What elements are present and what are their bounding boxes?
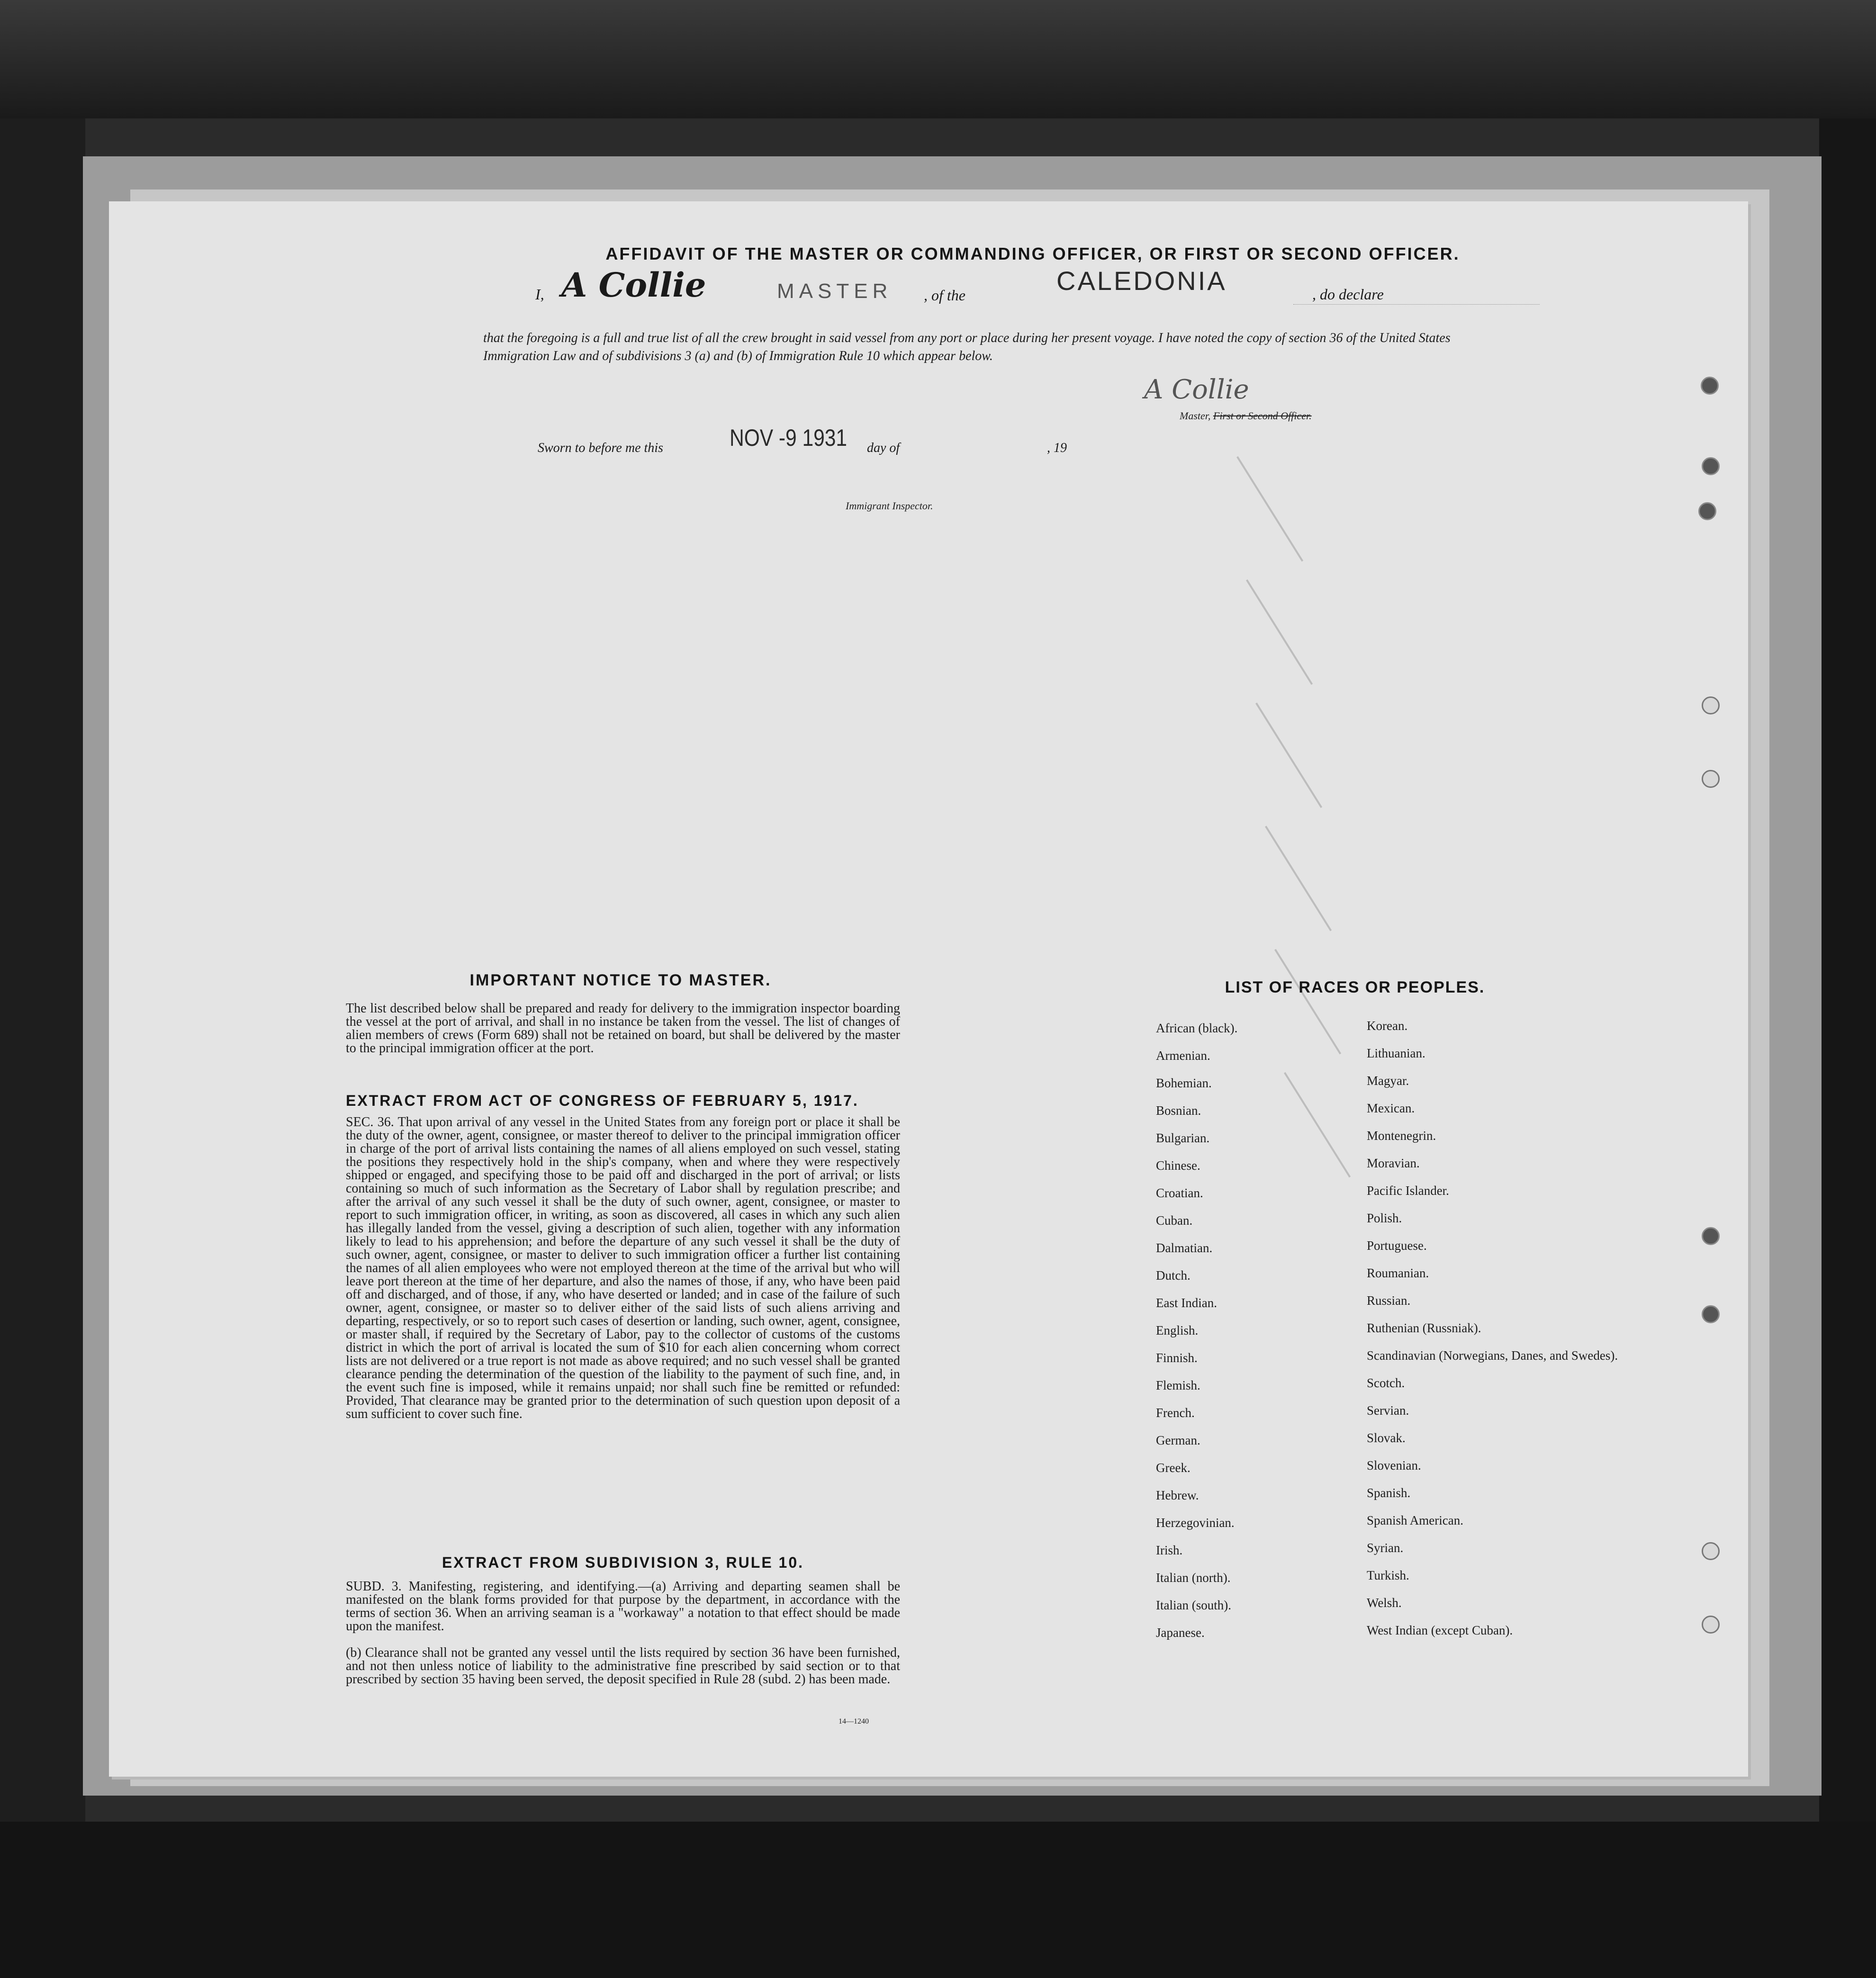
- race-item: East Indian.: [1156, 1296, 1217, 1310]
- race-item: Greek.: [1156, 1461, 1191, 1475]
- race-item: Mexican.: [1367, 1101, 1415, 1115]
- race-item: Portuguese.: [1367, 1238, 1427, 1253]
- race-item: Cuban.: [1156, 1213, 1193, 1228]
- punch-hole: [1702, 1542, 1720, 1560]
- extract-act-text: SEC. 36. That upon arrival of any vessel in the United States from any foreign port or place it shall be the duty of the owner, agent, consignee, or master thereof to deliver to the principal immigration officer in charge of the port of arrival lists containing the names of all aliens employed on such vessel, stating the positions they respectively hold in the ship's company, when and where they were respectively shipped or engaged, and specifying those to be paid off and discharged in the port of arrival; or lists containing so much of such information as the Secretary of Labor shall by regulation prescribe; and after the arrival of any such vessel it shall be the duty of such owner, agent, consignee, or master to report to such immigration officer, in writing, as soon as discovered, all cases in which any such alien has illegally landed from the vessel, giving a description of such alien, together with any information likely to lead to his apprehension; and before the departure of any such vessel it shall be the duty of such owner, agent, consignee, or master to deliver to such immigration officer a further list containing the names of all alien employees who were not employed thereon at the time of the arrival but who will leave port thereon at the time of her departure, and also the names of those, if any, who have been paid off and discharged, and of those, if any, who have deserted or landed; and in case of the failure of such owner, agent, consignee, or master so to deliver either of the said lists of such aliens arriving and departing, respectively, or so to report such cases of desertion or landing, such owner, agent, consignee, or master shall, if required by the Secretary of Labor, pay to the collector of customs of the customs district in which the port of arrival is located the sum of $10 for each alien concerning whom correct lists are not delivered or a true report is not made as above required; and no such vessel shall be granted clearance pending the determination of the question of the liability to the payment of such fine, and, in the event such fine is imposed, while it remains unpaid; nor shall such fine be remitted or refunded: Provided, That clearance may be granted prior to the determination of such question upon deposit of a sum sufficient to cover such fine.: [346, 1115, 900, 1421]
- bleed-stroke: [1265, 826, 1332, 931]
- race-item: Spanish American.: [1367, 1513, 1463, 1527]
- race-item: Italian (south).: [1156, 1598, 1231, 1612]
- punch-hole: [1702, 1227, 1720, 1245]
- race-item: West Indian (except Cuban).: [1367, 1623, 1513, 1637]
- race-item: Bulgarian.: [1156, 1131, 1210, 1145]
- signer-caption-struck: First or Second Officer.: [1213, 410, 1312, 422]
- race-item: Korean.: [1367, 1019, 1408, 1033]
- film-frame-bottom: [0, 1822, 1876, 1978]
- intro-prefix: I,: [535, 286, 544, 303]
- race-item: Chinese.: [1156, 1158, 1200, 1173]
- race-item: Moravian.: [1367, 1156, 1420, 1170]
- rank-stamp: MASTER: [777, 280, 893, 303]
- race-item: Japanese.: [1156, 1626, 1205, 1640]
- race-item: Montenegrin.: [1367, 1129, 1436, 1143]
- form-number: 14—1240: [839, 1717, 869, 1725]
- bleed-stroke: [1246, 579, 1313, 685]
- of-the-text: , of the: [924, 287, 965, 304]
- race-item: Bosnian.: [1156, 1103, 1201, 1118]
- extract-rule-text-b: (b) Clearance shall not be granted any vessel until the lists required by section 36 have been furnished, and not then unless notice of liability to the administrative fine prescribed by said section or to that prescribed by section 35 having been served, the deposit specified in Rule 28 (subd. 2) has been made.: [346, 1645, 900, 1687]
- day-of-text: day of: [867, 441, 900, 455]
- master-signature-2: A Collie: [1144, 374, 1249, 405]
- race-item: Polish.: [1367, 1211, 1402, 1225]
- bleed-stroke: [1284, 1072, 1351, 1178]
- sworn-prefix: Sworn to before me this: [538, 441, 663, 455]
- race-item: Finnish.: [1156, 1351, 1198, 1365]
- do-declare-text: , do declare: [1312, 286, 1384, 303]
- vessel-stamp: CALEDONIA: [1056, 266, 1227, 296]
- race-item: Pacific Islander.: [1367, 1183, 1449, 1198]
- signer-caption: [1180, 410, 1312, 422]
- film-frame-right: [1819, 118, 1876, 1978]
- race-item: Syrian.: [1367, 1541, 1404, 1555]
- date-stamp: NOV -9 1931: [730, 425, 848, 451]
- race-item: Spanish.: [1367, 1486, 1411, 1500]
- race-item: Slovak.: [1367, 1431, 1406, 1445]
- document-page: [109, 201, 1748, 1777]
- punch-hole: [1698, 502, 1716, 520]
- race-item: French.: [1156, 1406, 1195, 1420]
- extract-rule-text-a: SUBD. 3. Manifesting, registering, and identifying.—(a) Arriving and departing seamen shall be manifested on the blank forms provided for that purpose by the department, in accordance with the terms of section 36. When an arriving seaman is a "workaway" a notation to that effect should be made upon the manifest.: [346, 1579, 900, 1634]
- affidavit-title: AFFIDAVIT OF THE MASTER OR COMMANDING OFFICER, OR FIRST OR SECOND OFFICER.: [605, 244, 1460, 263]
- race-item: Herzegovinian.: [1156, 1516, 1235, 1530]
- film-frame-left: [0, 118, 85, 1978]
- signer-caption-master: Master,: [1180, 410, 1211, 422]
- race-item: Dutch.: [1156, 1268, 1191, 1283]
- punch-hole: [1702, 696, 1720, 714]
- race-item: Magyar.: [1367, 1074, 1409, 1088]
- race-item: Roumanian.: [1367, 1266, 1429, 1280]
- race-item: Irish.: [1156, 1543, 1183, 1557]
- race-item: Croatian.: [1156, 1186, 1203, 1200]
- bleed-stroke: [1255, 703, 1322, 808]
- race-item: Scandinavian (Norwegians, Danes, and Swedes).: [1367, 1348, 1618, 1363]
- year-prefix: , 19: [1047, 441, 1067, 455]
- race-item: German.: [1156, 1433, 1200, 1447]
- race-item: Dalmatian.: [1156, 1241, 1213, 1255]
- race-item: Servian.: [1367, 1403, 1409, 1418]
- punch-hole: [1701, 377, 1719, 395]
- bleed-stroke: [1274, 949, 1341, 1055]
- notice-text: The list described below shall be prepared and ready for delivery to the immigration inspector boarding the vessel at the port of arrival, and shall in no instance be taken from the vessel. The list of changes of alien members of crews (Form 689) shall not be retained on board, but shall be delivered by the master to the principal immigration officer at the port.: [346, 1001, 900, 1056]
- bleed-stroke: [1236, 456, 1303, 562]
- film-frame-top: [0, 0, 1876, 118]
- race-item: English.: [1156, 1323, 1199, 1337]
- inspector-caption: Immigrant Inspector.: [846, 500, 933, 512]
- punch-hole: [1702, 457, 1720, 475]
- master-signature: A Collie: [561, 265, 706, 305]
- race-item: Turkish.: [1367, 1568, 1409, 1582]
- race-item: Slovenian.: [1367, 1458, 1421, 1472]
- races-column-2: [1367, 1019, 1618, 1651]
- race-item: Hebrew.: [1156, 1488, 1199, 1502]
- race-item: Russian.: [1367, 1293, 1411, 1308]
- punch-hole: [1702, 1616, 1720, 1634]
- race-item: Welsh.: [1367, 1596, 1402, 1610]
- races-title: LIST OF RACES OR PEOPLES.: [1225, 978, 1485, 996]
- declaration-text: that the foregoing is a full and true list of all the crew brought in said vessel from any port or place during her present voyage. I have noted the copy of section 36 of the United States Immigration Law and of subdivisions 3 (a) and (b) of Immigration Rule 10 which appear below.: [483, 331, 1451, 363]
- races-column-1: [1156, 1021, 1237, 1653]
- extract-rule-title: EXTRACT FROM SUBDIVISION 3, RULE 10.: [442, 1554, 804, 1571]
- race-item: African (black).: [1156, 1021, 1238, 1035]
- race-item: Italian (north).: [1156, 1571, 1231, 1585]
- race-item: Scotch.: [1367, 1376, 1405, 1390]
- extract-act-title: EXTRACT FROM ACT OF CONGRESS OF FEBRUARY 5, 1917.: [346, 1092, 859, 1109]
- race-item: Bohemian.: [1156, 1076, 1212, 1090]
- race-item: Lithuanian.: [1367, 1046, 1425, 1060]
- punch-hole: [1702, 770, 1720, 788]
- punch-hole: [1702, 1305, 1720, 1323]
- notice-title: IMPORTANT NOTICE TO MASTER.: [469, 971, 772, 989]
- race-item: Armenian.: [1156, 1048, 1210, 1063]
- race-item: Flemish.: [1156, 1378, 1200, 1392]
- race-item: Ruthenian (Russniak).: [1367, 1321, 1481, 1335]
